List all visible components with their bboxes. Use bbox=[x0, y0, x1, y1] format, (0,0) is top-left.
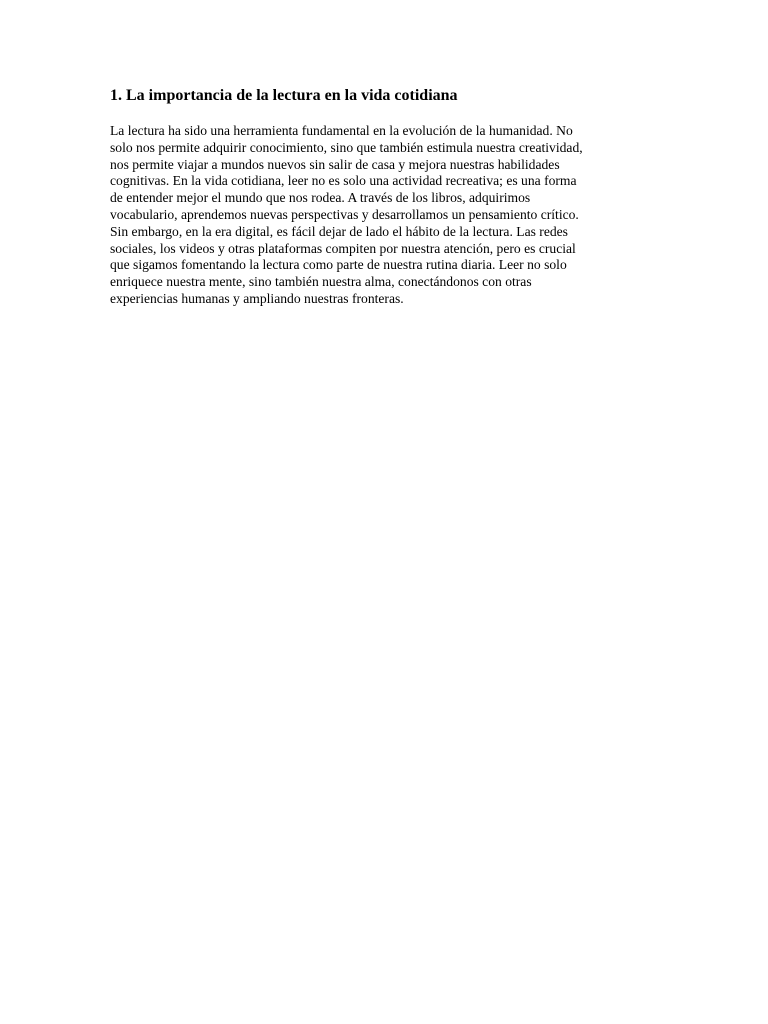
paragraph-line: vocabulario, aprendemos nuevas perspectivas y desarrollamos un pensamiento crítico. bbox=[110, 206, 579, 222]
paragraph-line: nos permite viajar a mundos nuevos sin salir de casa y mejora nuestras habilidades bbox=[110, 156, 560, 172]
paragraph-line: cognitivas. En la vida cotidiana, leer no es solo una actividad recreativa; es una forma bbox=[110, 173, 577, 189]
paragraph-line: enriquece nuestra mente, sino también nuestra alma, conectándonos con otras bbox=[110, 274, 532, 290]
body-paragraph bbox=[110, 123, 650, 308]
paragraph-line: que sigamos fomentando la lectura como parte de nuestra rutina diaria. Leer no solo bbox=[110, 257, 567, 273]
section-title: 1. La importancia de la lectura en la vida cotidiana bbox=[110, 87, 458, 104]
paragraph-line: solo nos permite adquirir conocimiento, sino que también estimula nuestra creatividad, bbox=[110, 139, 583, 155]
document-page bbox=[110, 86, 650, 308]
paragraph-line: de entender mejor el mundo que nos rodea. A través de los libros, adquirimos bbox=[110, 190, 531, 206]
paragraph-line: Sin embargo, en la era digital, es fácil dejar de lado el hábito de la lectura. Las redes bbox=[110, 223, 568, 239]
paragraph-line: La lectura ha sido una herramienta fundamental en la evolución de la humanidad. No bbox=[110, 123, 573, 138]
paragraph-line: experiencias humanas y ampliando nuestras fronteras. bbox=[110, 290, 404, 306]
paragraph-line: sociales, los videos y otras plataformas compiten por nuestra atención, pero es crucial bbox=[110, 240, 576, 256]
